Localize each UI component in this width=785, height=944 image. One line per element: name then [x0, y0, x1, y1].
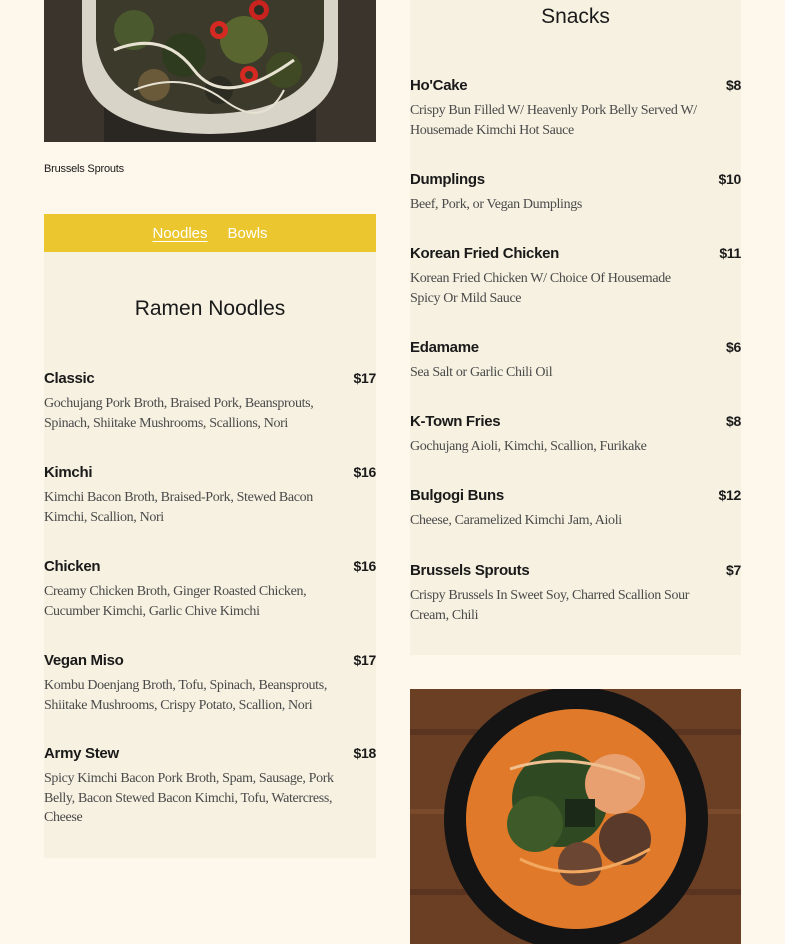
item-name: Classic: [44, 370, 95, 387]
item-name: Korean Fried Chicken: [410, 245, 560, 262]
item-description: Creamy Chicken Broth, Ginger Roasted Chicken, Cucumber Kimchi, Garlic Chive Kimchi: [44, 584, 307, 619]
brussels-sprouts-photo: [44, 0, 376, 142]
ramen-bowl-photo: [410, 689, 741, 944]
item-description: Gochujang Pork Broth, Braised Pork, Beansprouts, Spinach, Shiitake Mushrooms, Scallions, Nori: [44, 396, 314, 431]
ramen-noodles-panel: [44, 252, 376, 858]
item-name: K-Town Fries: [410, 413, 501, 430]
item-name: Ho'Cake: [410, 77, 468, 94]
item-price: $7: [726, 562, 741, 578]
section-title: Snacks: [541, 5, 610, 28]
item-name: Bulgogi Buns: [410, 487, 504, 504]
item-price: $16: [353, 464, 376, 480]
tab-bowls[interactable]: Bowls: [227, 224, 268, 242]
item-name: Dumplings: [410, 171, 485, 188]
item-price: $18: [353, 745, 376, 761]
item-price: $8: [726, 413, 741, 429]
item-description: Gochujang Aioli, Kimchi, Scallion, Furikake: [410, 439, 647, 454]
item-price: $6: [726, 339, 741, 355]
tab-noodles[interactable]: Noodles: [152, 224, 208, 242]
item-description: Spicy Kimchi Bacon Pork Broth, Spam, Sausage, Pork Belly, Bacon Stewed Bacon Kimchi, Tofu, Watercress, Cheese: [44, 771, 334, 825]
item-price: $10: [718, 171, 741, 187]
item-description: Crispy Bun Filled W/ Heavenly Pork Belly Served W/ Housemade Kimchi Hot Sauce: [410, 103, 697, 138]
item-price: $11: [719, 245, 741, 261]
item-name: Kimchi: [44, 464, 93, 481]
item-name: Chicken: [44, 558, 101, 575]
item-name: Brussels Sprouts: [410, 562, 530, 579]
item-price: $17: [353, 370, 376, 386]
item-price: $17: [353, 652, 376, 668]
item-description: Korean Fried Chicken W/ Choice Of Housemade Spicy Or Mild Sauce: [410, 271, 671, 306]
item-description: Sea Salt or Garlic Chili Oil: [410, 365, 553, 380]
item-price: $12: [718, 487, 741, 503]
item-price: $16: [353, 558, 376, 574]
item-description: Beef, Pork, or Vegan Dumplings: [410, 197, 582, 212]
item-description: Crispy Brussels In Sweet Soy, Charred Scallion Sour Cream, Chili: [410, 588, 690, 623]
item-name: Army Stew: [44, 745, 119, 762]
section-title: Ramen Noodles: [134, 297, 286, 320]
photo-caption: Brussels Sprouts: [44, 163, 124, 175]
item-description: Cheese, Caramelized Kimchi Jam, Aioli: [410, 513, 622, 528]
item-description: Kimchi Bacon Broth, Braised-Pork, Stewed Bacon Kimchi, Scallion, Nori: [44, 490, 313, 525]
item-price: $8: [726, 77, 741, 93]
item-name: Edamame: [410, 339, 479, 356]
snacks-panel: [410, 0, 741, 655]
item-description: Kombu Doenjang Broth, Tofu, Spinach, Beansprouts, Shiitake Mushrooms, Crispy Potato, Scallion, Nori: [44, 678, 327, 713]
item-name: Vegan Miso: [44, 652, 124, 669]
menu-tab-bar: [44, 214, 376, 252]
